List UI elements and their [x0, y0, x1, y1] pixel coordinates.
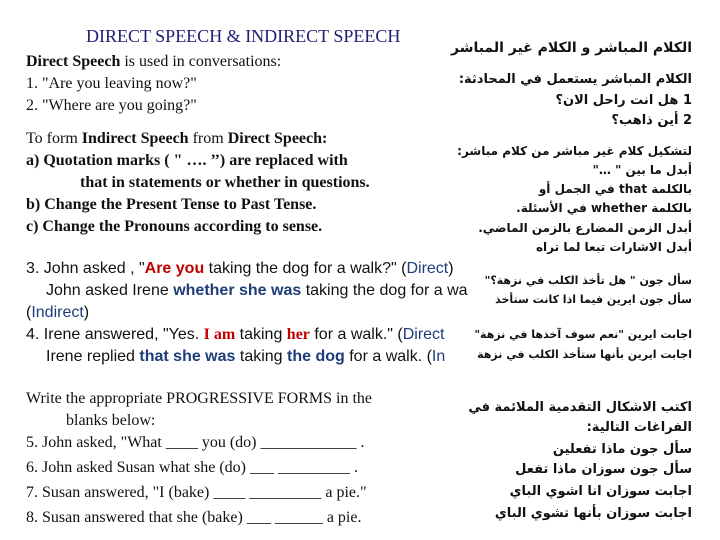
example-3-indirect	[46, 282, 468, 300]
e3c-close: )	[83, 304, 90, 321]
e3c-tag: Indirect	[31, 304, 84, 321]
e3-end: )	[448, 260, 454, 277]
e4b-end: for a walk. (	[344, 348, 432, 365]
example-4-direct	[26, 326, 445, 344]
e4-pre: 4. Irene answered, "Yes.	[26, 326, 204, 343]
rule-c: c) Change the Pronouns according to sense.	[26, 218, 323, 235]
arabic-line-7: بالكلمة that في الجمل أو	[538, 182, 692, 196]
e4b-highlight-1: that she was	[139, 348, 236, 365]
e4-end: for a walk." (	[309, 326, 403, 343]
arabic-line-17: سأل جون ماذا تفعلين	[552, 442, 692, 457]
arabic-line-20: اجابت سوزان بأنها تشوي الباي	[494, 506, 692, 521]
arabic-line-3: 1 هل انت راحل الان؟	[555, 93, 692, 108]
e4b-pre: Irene replied	[46, 348, 140, 365]
e3c-open: (	[26, 304, 32, 321]
intro-line	[26, 53, 281, 71]
rule-a-line1: a) Quotation marks ( " …. ’’) are replaced with	[26, 152, 348, 169]
e4b-highlight-2: the dog	[287, 348, 345, 365]
exercise-heading-1: Write the appropriate PROGRESSIVE FORMS in the	[26, 390, 372, 407]
exercise-q8: 8. Susan answered that she (bake) ___ ______ a pie.	[26, 509, 362, 526]
rules-heading	[26, 130, 327, 148]
e3-pre: 3. John asked , "	[26, 260, 145, 277]
arabic-line-11: سأل جون " هل تأخذ الكلب في نزهة؟"	[484, 274, 692, 287]
e3b-highlight: whether she was	[173, 282, 302, 299]
rule-a-line2: that in statements or whether in questions.	[80, 174, 370, 191]
exercise-q6: 6. John asked Susan what she (do) ___ _________ .	[26, 459, 358, 476]
exercise-heading-2: blanks below:	[66, 412, 156, 429]
rules-heading-direct: Direct Speech:	[227, 130, 328, 147]
example-1: 1. "Are you leaving now?"	[26, 75, 197, 92]
example-2: 2. "Where are you going?"	[26, 97, 197, 114]
arabic-line-15: اكتب الاشكال التقدمية الملائمة في	[468, 400, 692, 415]
e3-tag: Direct	[406, 260, 449, 277]
arabic-line-13: اجابت ايرين "نعم سوف آخذها في نزهة"	[474, 328, 692, 341]
arabic-line-8: بالكلمة whether في الأسئلة.	[516, 201, 692, 215]
intro-rest: is used in conversations:	[120, 53, 282, 70]
arabic-line-19: اجابت سوزان انا اشوي الباي	[509, 484, 692, 499]
arabic-line-5: لتشكيل كلام غير مباشر من كلام مباشر:	[457, 144, 692, 158]
exercise-q5: 5. John asked, "What ____ you (do) ____________ .	[26, 434, 365, 451]
rules-heading-mid: from	[188, 130, 228, 147]
e3-mid: taking the dog for a walk?" (	[204, 260, 407, 277]
rules-heading-pre: To form	[26, 130, 82, 147]
e4b-mid: taking	[235, 348, 288, 365]
arabic-line-18: سأل جون سوزان ماذا تفعل	[515, 462, 692, 477]
page-title: DIRECT SPEECH & INDIRECT SPEECH	[86, 26, 401, 46]
e3b-end: taking the dog for a wa	[301, 282, 468, 299]
e4-highlight-1: I am	[203, 326, 236, 343]
example-4-indirect	[46, 348, 445, 366]
e4-mid: taking	[235, 326, 287, 343]
rule-b: b) Change the Present Tense to Past Tense.	[26, 196, 317, 213]
arabic-line-9: أبدل الزمن المضارع بالزمن الماضي.	[478, 221, 692, 235]
e3b-pre: John asked Irene	[46, 282, 174, 299]
e4b-tag: In	[431, 348, 446, 365]
example-3-indirect-tag	[26, 304, 89, 322]
arabic-line-10: أبدل الاشارات تبعا لما تراه	[535, 240, 692, 254]
arabic-line-12: سأل جون ايرين فيما اذا كانت ستأخذ	[495, 293, 692, 306]
exercise-q7: 7. Susan answered, "I (bake) ____ _________ a pie."	[26, 484, 367, 501]
rules-heading-indirect: Indirect Speech	[81, 130, 189, 147]
arabic-line-4: 2 أين ذاهب؟	[611, 113, 692, 128]
arabic-title: الكلام المباشر و الكلام غير المباشر	[450, 40, 692, 56]
arabic-line-6: أبدل ما بين " …"	[592, 163, 692, 177]
e4-tag: Direct	[402, 326, 445, 343]
arabic-line-2: الكلام المباشر يستعمل في المحادثة:	[458, 72, 692, 87]
e4-highlight-2: her	[286, 326, 310, 343]
example-3-direct	[26, 260, 454, 278]
e3-highlight: Are you	[144, 260, 205, 277]
arabic-line-16: الفراغات التالية:	[586, 420, 692, 435]
arabic-line-14: اجابت ايرين بأنها ستأخذ الكلب في نزهة	[477, 348, 692, 361]
direct-speech-term: Direct Speech	[26, 53, 121, 70]
